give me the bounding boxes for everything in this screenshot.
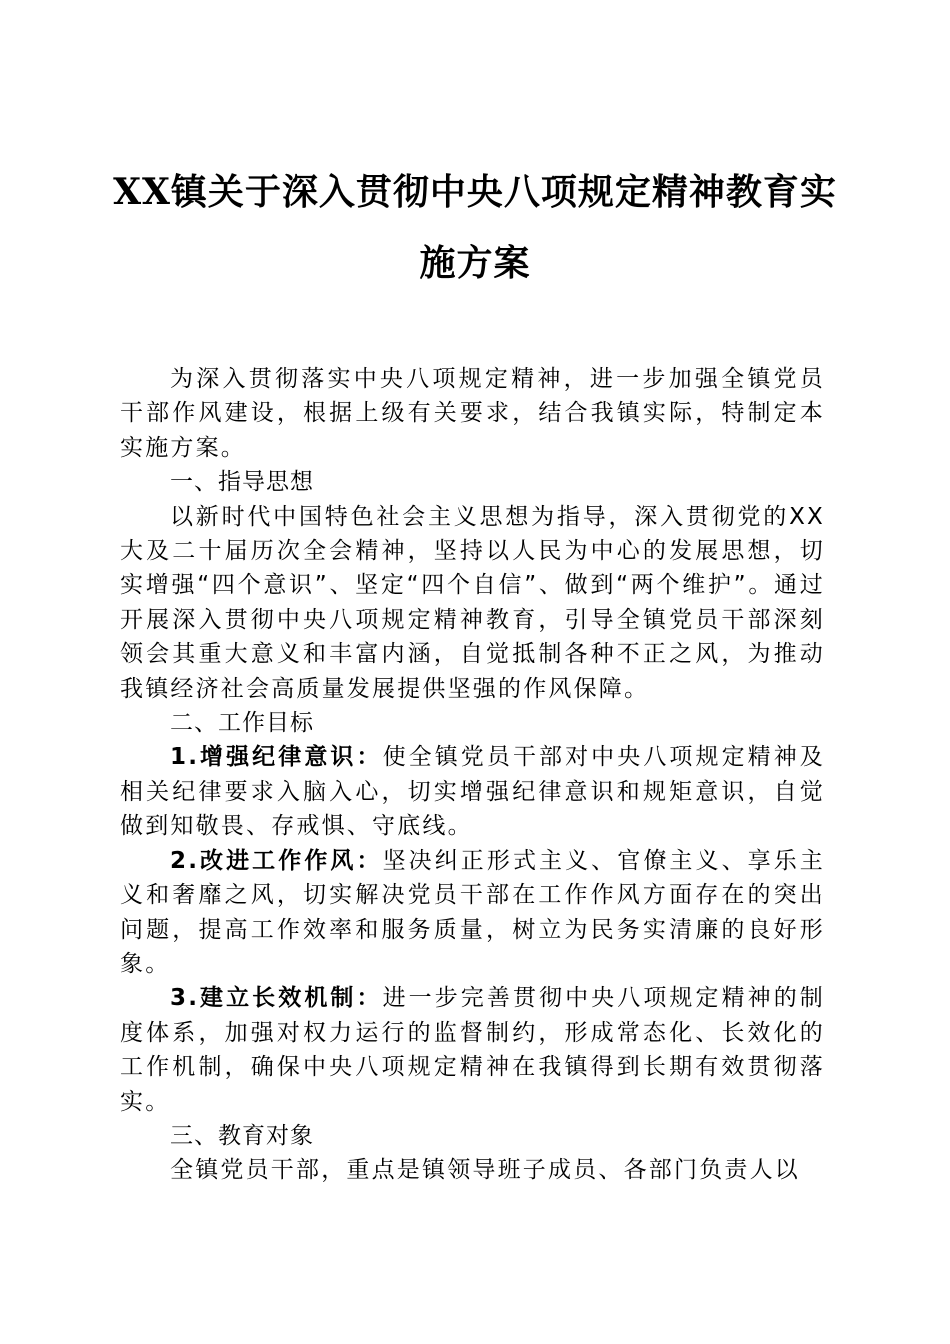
goal-item-1-lead: 1.增强纪律意识： (170, 744, 383, 771)
goal-item-3 (120, 981, 825, 1119)
goal-item-1 (120, 740, 825, 843)
document-body (120, 362, 825, 1188)
goal-item-2-lead: 2.改进工作作风： (170, 847, 383, 874)
goal-item-1-text: 使全镇党员干部对中央八项规定精神及相关纪律要求入脑入心，切实增强纪律意识和规矩意识，自觉做到知敬畏、存戒惧、守底线。 (120, 744, 825, 840)
goal-item-3-text: 进一步完善贯彻中央八项规定精神的制度体系，加强对权力运行的监督制约，形成常态化、长效化的工作机制，确保中央八项规定精神在我镇得到长期有效贯彻落实。 (120, 985, 825, 1115)
section-heading-work-goals: 二、工作目标 (170, 710, 314, 737)
section-heading-education-targets: 三、教育对象 (170, 1122, 314, 1149)
document-title-line-2: 施方案 (419, 242, 531, 284)
goal-item-2 (120, 844, 825, 982)
intro-paragraph: 为深入贯彻落实中央八项规定精神，进一步加强全镇党员干部作风建设，根据上级有关要求，结合我镇实际，特制定本实施方案。 (120, 366, 825, 461)
document-title-line-1: XX镇关于深入贯彻中央八项规定精神教育实 (113, 171, 837, 213)
section-heading-guiding-ideology: 一、指导思想 (170, 469, 314, 496)
goal-item-2-text: 坚决纠正形式主义、官僚主义、享乐主义和奢靡之风，切实解决党员干部在工作作风方面存在的突出问题，提高工作效率和服务质量，树立为民务实清廉的良好形象。 (120, 847, 825, 977)
goal-item-3-lead: 3.建立长效机制： (170, 985, 383, 1012)
guiding-ideology-paragraph: 以新时代中国特色社会主义思想为指导，深入贯彻党的XX大及二十届历次全会精神，坚持以人民为中心的发展思想，切实增强“四个意识”、坚定“四个自信”、做到“两个维护”。通过开展深入贯彻中央八项规定精神教育，引导全镇党员干部深刻领会其重大意义和丰富内涵，自觉抵制各种不正之风，为推动我镇经济社会高质量发展提供坚强的作风保障。 (120, 503, 825, 702)
education-targets-paragraph: 全镇党员干部，重点是镇领导班子成员、各部门负责人以 (170, 1157, 800, 1184)
